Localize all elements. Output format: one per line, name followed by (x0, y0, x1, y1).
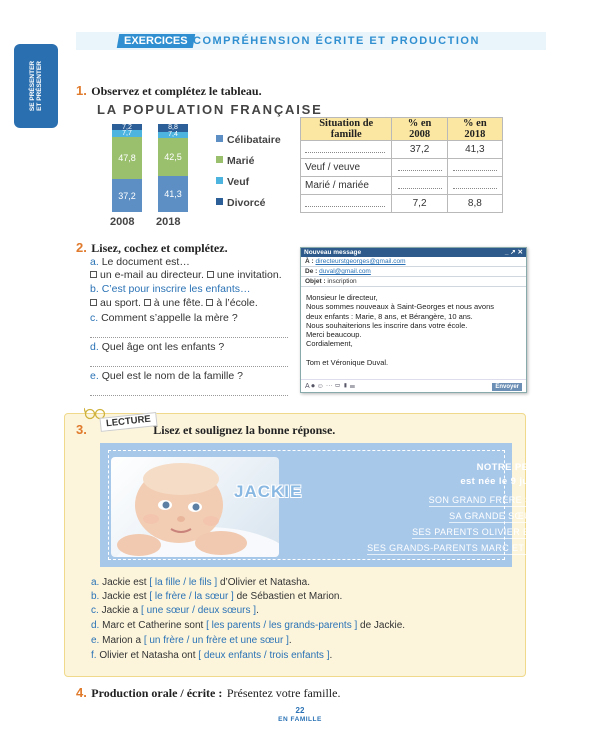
table-row (301, 141, 503, 159)
q2-a-options (90, 269, 282, 281)
q4-title: Production orale / écrite : (91, 686, 223, 700)
option-label: à l’école. (216, 297, 258, 309)
q2-b-text: C’est pour inscrire les enfants… (101, 283, 251, 295)
answer-choice[interactable]: [ un frère / un frère et une sœur ] (143, 635, 289, 646)
table-row (301, 159, 503, 177)
option-label: au sport. (100, 297, 141, 309)
answer-line[interactable] (90, 395, 288, 396)
legend-swatch (216, 156, 223, 163)
table-header-situation: Situation de famille (301, 118, 392, 141)
table-cell-blank[interactable] (447, 159, 502, 177)
bar-segment-clibataire-2018: 41,3 (158, 176, 188, 212)
legend-item-clibataire: Célibataire (216, 134, 281, 146)
send-button[interactable]: Envoyer (492, 383, 522, 391)
category-label-2018: 2018 (156, 216, 181, 228)
q2-b (90, 283, 251, 295)
formatting-icons[interactable]: A ⏺ ☺ ⋯ ▭ ▮ ☰ (305, 383, 356, 390)
q2-c (90, 312, 238, 324)
option-label: à une fête. (153, 297, 204, 309)
email-body-spacer (306, 349, 522, 358)
q4-text: Présentez votre famille. (226, 686, 341, 700)
card-line: SES PARENTS OLIVIER ET NATASHA (412, 527, 582, 537)
q2-d (90, 341, 224, 353)
table-cell: Marié / mariée (301, 177, 392, 195)
q3-item: e. Marion a [ un frère / un frère et une sœur ]. (91, 635, 292, 646)
q1-number: 1. (76, 83, 87, 98)
to-label: À : (305, 258, 314, 265)
answer-choice[interactable]: [ deux enfants / trois enfants ] (198, 650, 330, 661)
q3-heading (76, 421, 335, 439)
lecture-tag: LECTURE (99, 412, 157, 432)
q2-a-text: Le document est… (101, 256, 190, 268)
table-cell-blank[interactable] (392, 159, 447, 177)
email-to-field[interactable] (301, 257, 526, 267)
answer-choice[interactable]: [ le frère / la sœur ] (149, 591, 234, 602)
answer-choice[interactable]: [ la fille / le fils ] (149, 577, 218, 588)
page-number: 22 (295, 706, 305, 715)
card-line: SA GRANDE SŒUR MARION, (449, 511, 582, 521)
q2-c-label: c. (90, 312, 99, 324)
subject-text: inscription (327, 278, 357, 285)
answer-choice[interactable]: [ une sœur / deux sœurs ] (141, 605, 257, 616)
table-cell: 8,8 (447, 195, 502, 213)
to-address: directeurstgeorges@gmail.com (315, 258, 406, 265)
email-body-line: Nous sommes nouveaux à Saint-Georges et nous avons (306, 302, 495, 312)
q3-item: a. Jackie est [ la fille / le fils ] d’Olivier et Natasha. (91, 577, 311, 588)
checkbox[interactable] (207, 271, 214, 278)
card-line: SES GRANDS-PARENTS MARC ET CATHERINE (367, 543, 582, 553)
table-cell: Veuf / veuve (301, 159, 392, 177)
checkbox[interactable] (206, 299, 213, 306)
q2-title: Lisez, cochez et complétez. (91, 241, 228, 255)
email-body-line: Monsieur le directeur, (306, 293, 378, 302)
bar-segment-mari-2018: 42,5 (158, 138, 188, 175)
bar-segment-veuf-2018: 7,4 (158, 132, 188, 139)
table-cell-blank[interactable] (392, 177, 447, 195)
email-body-line: Merci beaucoup. (306, 330, 362, 340)
answer-line[interactable] (90, 366, 288, 367)
q3-item: d. Marc et Catherine sont [ les parents / les grands-parents ] de Jackie. (91, 620, 406, 631)
q2-d-label: d. (90, 341, 99, 353)
q4-number: 4. (76, 685, 87, 700)
legend-item-mari: Marié (216, 155, 254, 167)
population-chart (108, 124, 318, 234)
table-row (301, 195, 503, 213)
bar-segment-divorc-2008: 7,2 (112, 124, 142, 130)
card-line: NOTRE PETITE FILLE (476, 462, 582, 473)
option-label: un e-mail au directeur. (100, 269, 204, 281)
subject-label: Objet : (305, 278, 326, 285)
q3-number: 3. (76, 422, 87, 437)
email-subject-field[interactable] (301, 277, 526, 287)
table-header-2008: % en 2008 (392, 118, 447, 141)
q2-e (90, 370, 243, 382)
q1-title: Observez et complétez le tableau. (91, 84, 262, 98)
table-header-2018: % en 2018 (447, 118, 502, 141)
q3-item: f. Olivier et Natasha ont [ deux enfants / trois enfants ]. (91, 650, 333, 661)
table-cell: 41,3 (447, 141, 502, 159)
q2-c-text: Comment s’appelle la mère ? (101, 312, 238, 324)
q3-item: c. Jackie a [ une sœur / deux sœurs ]. (91, 605, 259, 616)
bar-segment-divorc-2018: 8,8 (158, 124, 188, 132)
card-line: SON GRAND FRÈRE SÉBASTIEN, (428, 495, 582, 505)
answer-line[interactable] (90, 337, 288, 338)
email-body-line: deux enfants : Marie, 8 ans, et Bérangère, 10 ans. (306, 311, 473, 321)
table-cell-blank[interactable] (301, 195, 392, 213)
legend-swatch (216, 177, 223, 184)
checkbox[interactable] (90, 271, 97, 278)
from-address: duval@gmail.com (319, 268, 371, 275)
window-controls[interactable]: _ ↗ ✕ (504, 249, 523, 256)
bar-segment-clibataire-2008: 37,2 (112, 179, 142, 212)
baby-name: JACKIE (234, 482, 303, 501)
checkbox[interactable] (144, 299, 151, 306)
bar-segment-veuf-2008: 7,7 (112, 130, 142, 137)
q2-number: 2. (76, 240, 87, 255)
q2-e-text: Quel est le nom de la famille ? (101, 370, 243, 382)
email-body-line: Cordialement, (306, 339, 353, 349)
legend-swatch (216, 135, 223, 142)
exercices-tag: EXERCICES (117, 34, 195, 48)
email-window-title: Nouveau message (304, 249, 362, 256)
chapter-side-tab (14, 44, 58, 128)
email-body-line: Nous souhaiterions les inscrire dans votre école. (306, 320, 468, 330)
baby-photo (111, 457, 279, 557)
chart-title: LA POPULATION FRANÇAISE (97, 102, 323, 117)
q2-b-label: b. (90, 283, 99, 295)
email-from-field[interactable] (301, 267, 526, 277)
category-label-2008: 2008 (110, 216, 135, 228)
email-window (300, 247, 527, 393)
q2-b-options (90, 297, 258, 309)
legend-item-veuf: Veuf (216, 176, 249, 188)
q2-heading (76, 239, 228, 257)
table-cell-blank[interactable] (447, 177, 502, 195)
checkbox[interactable] (90, 299, 97, 306)
side-tab-label (29, 61, 43, 111)
email-body-line: Tom et Véronique Duval. (306, 358, 389, 368)
answer-choice[interactable]: [ les parents / les grands-parents ] (206, 620, 358, 631)
option-label: une invitation. (216, 269, 282, 281)
q2-a-label: a. (90, 256, 99, 268)
table-row (301, 177, 503, 195)
legend-item-divorc: Divorcé (216, 197, 266, 209)
card-line: est née le 9 juillet à 8h20 (460, 476, 582, 487)
email-body[interactable] (301, 287, 526, 367)
q4-heading (76, 684, 340, 702)
q2-e-label: e. (90, 370, 99, 382)
table-cell: 37,2 (392, 141, 447, 159)
family-status-table (300, 117, 503, 213)
side-tab-line2: ET PRÉSENTER (36, 61, 43, 111)
table-cell-blank[interactable] (301, 141, 392, 159)
q2-a (90, 256, 190, 268)
from-label: De : (305, 268, 318, 275)
q2-d-text: Quel âge ont les enfants ? (101, 341, 225, 353)
chapter-name: EN FAMILLE (278, 716, 322, 723)
page-title: COMPRÉHENSION ÉCRITE ET PRODUCTION (193, 35, 480, 47)
q3-item: b. Jackie est [ le frère / la sœur ] de Sébastien et Marion. (91, 591, 343, 602)
q3-title: Lisez et soulignez la bonne réponse. (153, 423, 336, 437)
side-tab-line1: SE PRÉSENTER (29, 60, 36, 112)
q1-heading (76, 82, 262, 100)
legend-swatch (216, 198, 223, 205)
email-titlebar (301, 248, 526, 257)
table-cell: 7,2 (392, 195, 447, 213)
bar-segment-mari-2008: 47,8 (112, 137, 142, 179)
email-toolbar (301, 379, 526, 392)
